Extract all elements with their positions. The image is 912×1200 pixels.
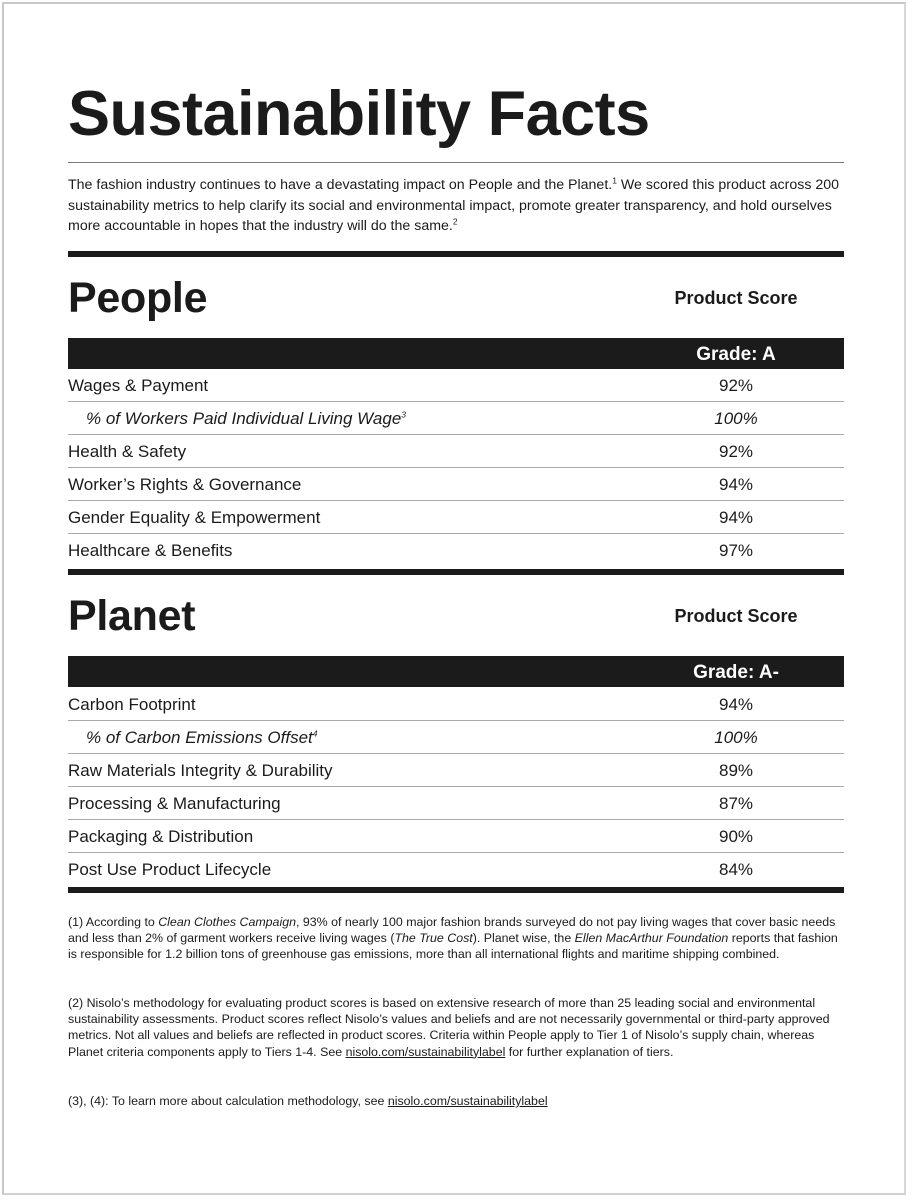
row-score: 92% (718, 442, 754, 461)
row-label: Processing & Manufacturing (68, 794, 281, 813)
row-score: 94% (718, 508, 754, 527)
table-row (68, 435, 844, 468)
footnote-text: (3), (4): To learn more about calculation methodology, see (68, 1094, 388, 1108)
row-label: Healthcare & Benefits (68, 541, 233, 560)
row-score: 87% (718, 794, 754, 813)
planet-section-end-bar (68, 887, 844, 893)
footnote-source: The True Cost (394, 931, 473, 946)
row-label: Packaging & Distribution (68, 827, 254, 846)
footnote-ref-2: 2 (452, 216, 458, 227)
people-grade-bar (68, 338, 844, 369)
row-label: Worker’s Rights & Governance (68, 475, 302, 494)
footnote-text: (2) Nisolo’s methodology for evaluating product scores is based on extensive research of more than 25 leading social and environmental sustainability assessments. Product scores reflect Nisolo’s values and beliefs and are not necessarily governmental or third-party approved metrics. Not all values and beliefs are reflected in product scores. Criteria within People apply to Tier 1 of Nisolo’s supply chain, whereas Planet criteria components apply to Tiers 1-4. See (68, 996, 830, 1059)
table-row-sub (68, 721, 844, 754)
footnote-text: , 93% of nearly 100 major fashion brands surveyed do not pay living wages that cover basic needs and less than 2% of garment workers receive living wages ( (68, 915, 836, 946)
row-label: Raw Materials Integrity & Durability (68, 761, 333, 780)
row-score: 90% (718, 827, 754, 846)
row-label: Post Use Product Lifecycle (68, 860, 272, 879)
footnote-text: ). Planet wise, the (472, 931, 575, 946)
footnote-ref-3: 3 (401, 409, 407, 420)
table-row (68, 853, 844, 885)
row-score: 97% (718, 541, 754, 560)
footnote-text: reports that fashion is responsible for 1.2 billion tons of greenhouse gas emissions, more than all international flights and maritime shipping combined. (68, 931, 838, 962)
row-label (86, 721, 318, 754)
planet-score-table (68, 688, 844, 885)
row-score: 100% (714, 728, 758, 747)
table-row (68, 688, 844, 721)
table-row (68, 534, 844, 566)
footnote-2 (68, 995, 844, 1060)
table-row (68, 501, 844, 534)
row-label-text: % of Carbon Emissions Offset (86, 728, 313, 747)
planet-grade: Grade: A- (693, 662, 779, 683)
intro-paragraph (68, 175, 844, 237)
footnote-source: Ellen MacArthur Foundation (574, 931, 729, 946)
row-score: 94% (718, 695, 754, 714)
people-product-score-header: Product Score (674, 288, 798, 308)
title-divider (68, 162, 844, 163)
planet-grade-bar (68, 656, 844, 687)
row-label (86, 402, 406, 435)
row-score: 84% (718, 860, 754, 879)
footnote-text: (1) According to (68, 915, 159, 929)
row-label: Carbon Footprint (68, 695, 196, 714)
table-row (68, 754, 844, 787)
row-score: 94% (718, 475, 754, 494)
row-label: Wages & Payment (68, 376, 209, 395)
footnote-text: for further explanation of tiers. (505, 1044, 674, 1059)
intro-text-1: The fashion industry continues to have a devastating impact on People and the Planet. (68, 177, 613, 193)
footnote-3-4 (68, 1093, 844, 1109)
table-row (68, 787, 844, 820)
row-label: Health & Safety (68, 442, 187, 461)
table-row (68, 468, 844, 501)
sustainability-label-link[interactable]: nisolo.com/sustainabilitylabel (345, 1044, 506, 1059)
section-divider-top (68, 251, 844, 257)
people-section-end-bar (68, 569, 844, 575)
table-row-sub (68, 402, 844, 435)
footnote-ref-1: 1 (612, 175, 617, 186)
row-score: 89% (718, 761, 754, 780)
footnote-1 (68, 914, 844, 963)
methodology-link[interactable]: nisolo.com/sustainabilitylabel (387, 1094, 548, 1108)
table-row (68, 369, 844, 402)
people-grade: Grade: A (696, 344, 776, 365)
row-score: 100% (714, 409, 758, 428)
intro-text-2: We scored this product across 200 sustainability metrics to help clarify its social and environmental impact, promote greater transparency, and hold ourselves more accountable in hopes that the industry will do the same. (68, 177, 840, 235)
row-label-text: % of Workers Paid Individual Living Wage (86, 409, 402, 428)
people-heading: People (68, 274, 208, 322)
planet-heading: Planet (68, 592, 196, 640)
row-score: 92% (718, 376, 754, 395)
table-row (68, 820, 844, 853)
footnote-source: Clean Clothes Campaign (158, 915, 296, 929)
footnote-ref-4: 4 (312, 728, 318, 739)
row-label: Gender Equality & Empowerment (68, 508, 321, 527)
people-score-table (68, 369, 844, 566)
planet-product-score-header: Product Score (674, 606, 798, 626)
page-title: Sustainability Facts (68, 79, 650, 149)
